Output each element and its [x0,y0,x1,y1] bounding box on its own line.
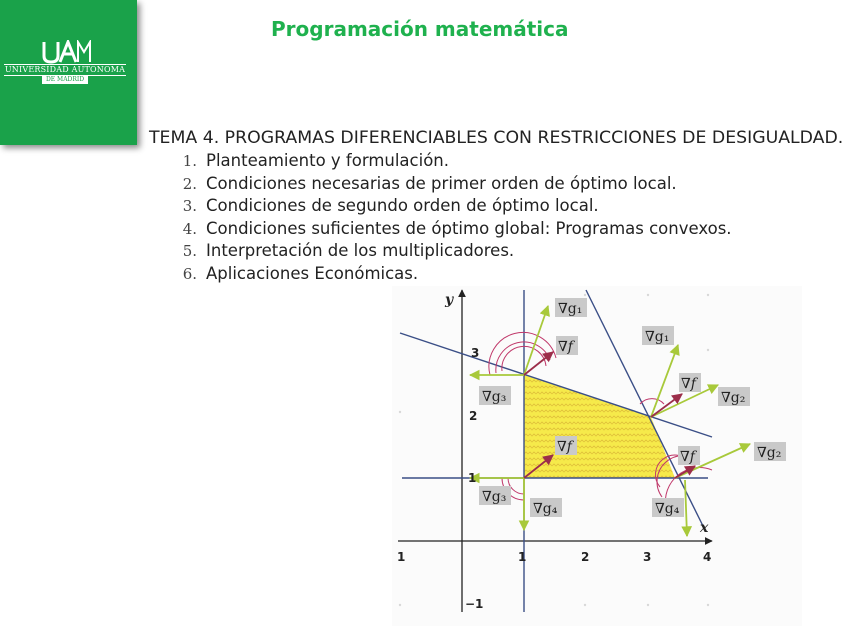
x-tick-label: 4 [703,550,712,564]
y-tick-label: 2 [469,409,478,423]
y-axis-label: y [445,292,454,308]
gradient-label-f-right-low [678,446,700,465]
svg-text:∇g₁: ∇g₁ [645,329,670,345]
svg-text:∇g₄: ∇g₄ [655,501,680,517]
list-item-text: Condiciones de segundo orden de óptimo local. [206,196,599,215]
list-item-number: 4. [182,219,197,238]
list-item-text: Condiciones suficientes de óptimo global: Programas convexos. [206,218,732,238]
list-item-text: Interpretación de los multiplicadores. [206,241,515,260]
feasible-region-diagram [392,286,802,626]
page-title: Programación matemática [271,17,569,41]
x-tick-label: 3 [643,550,652,564]
list-item [149,150,732,173]
svg-text:∇g₁: ∇g₁ [558,301,583,317]
y-tick-label: 1 [468,471,477,485]
list-item-text: Aplicaciones Económicas. [206,263,419,283]
y-tick-label: −1 [465,597,484,611]
svg-text:∇g₃: ∇g₃ [482,489,507,505]
x-tick-label: 1 [397,550,406,564]
svg-text:∇f: ∇f [558,339,573,355]
list-item-number: 6. [182,264,197,283]
logo-text-line2: DE MADRID [42,76,88,84]
svg-text:∇f: ∇f [681,376,696,392]
list-item-number: 2. [182,174,197,193]
x-axis-label: x [700,520,709,536]
topic-title: TEMA 4. PROGRAMAS DIFERENCIABLES CON RESTRICCIONES DE DESIGUALDAD. [149,128,844,148]
list-item [149,173,732,196]
x-tick-label: 1 [518,550,527,564]
gradient-label-g2-mid [718,387,750,406]
gradient-label-g1-right [642,326,674,345]
gradient-label-g4-left [530,498,562,517]
svg-text:∇g₃: ∇g₃ [482,389,507,405]
y-tick-label: 3 [471,346,480,360]
gradient-label-g2-low [754,442,786,461]
topic-list [149,150,732,285]
svg-text:∇g₂: ∇g₂ [721,390,746,406]
gradient-label-g1-top [555,298,587,317]
university-logo [0,0,137,145]
list-item-text: Planteamiento y formulación. [206,151,449,170]
list-item-text: Condiciones necesarias de primer orden de óptimo local. [206,173,677,193]
gradient-label-g4-right [652,498,684,517]
list-item [149,218,732,241]
list-item-number: 5. [182,242,197,260]
list-item-number: 3. [182,197,197,215]
gradient-label-f-top [556,336,578,355]
list-item [149,195,732,218]
x-tick-label: 2 [581,550,590,564]
gradient-label-g3-low [479,486,511,505]
svg-text:∇f: ∇f [557,439,572,455]
list-item-number: 1. [182,152,197,170]
gradient-label-f-right-mid [679,373,701,392]
uam-logo-icon [42,40,92,64]
svg-text:∇g₄: ∇g₄ [533,501,558,517]
svg-text:∇g₂: ∇g₂ [757,445,782,461]
gradient-label-g3-top [479,386,511,405]
logo-text-line1: UNIVERSIDAD AUTONOMA [4,65,126,74]
svg-text:∇f: ∇f [680,449,695,465]
list-item [149,263,732,286]
gradient-label-f-center [555,436,577,455]
list-item [149,240,732,263]
